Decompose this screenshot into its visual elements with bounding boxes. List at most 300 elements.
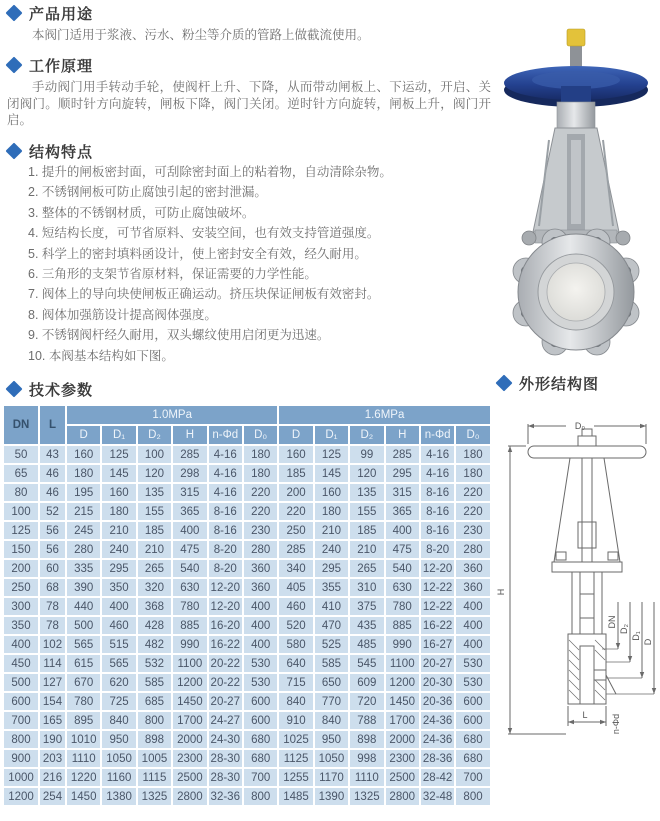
table-cell: 20-30	[421, 674, 454, 691]
table-cell: 715	[279, 674, 312, 691]
table-cell: 630	[386, 579, 419, 596]
table-cell: 1125	[279, 750, 312, 767]
column-sub-header: H	[173, 426, 206, 444]
table-cell: 200	[4, 560, 38, 577]
feature-item: 6. 三角形的支架节省原材料，保证需要的力学性能。	[28, 266, 317, 281]
table-cell: 28-42	[421, 769, 454, 786]
table-cell: 428	[138, 617, 171, 634]
table-cell: 1450	[67, 788, 100, 805]
table-cell: 400	[456, 617, 489, 634]
table-row	[4, 484, 490, 501]
table-cell: 1450	[173, 693, 206, 710]
table-cell: 900	[4, 750, 38, 767]
table-cell: 530	[456, 674, 489, 691]
column-sub-header: D	[67, 426, 100, 444]
dim-d0	[528, 421, 646, 444]
dim-nphid	[606, 675, 621, 734]
table-cell: 16-27	[421, 636, 454, 653]
table-cell: 220	[279, 503, 312, 520]
table-cell: 150	[4, 541, 38, 558]
table-cell: 180	[244, 446, 277, 463]
table-header	[4, 406, 490, 444]
table-cell: 520	[279, 617, 312, 634]
table-cell: 500	[67, 617, 100, 634]
table-cell: 350	[102, 579, 135, 596]
table-cell: 155	[138, 503, 171, 520]
column-sub-header: D₁	[315, 426, 348, 444]
table-cell: 265	[350, 560, 383, 577]
table-cell: 630	[173, 579, 206, 596]
table-row	[4, 655, 490, 672]
table-cell: 788	[350, 712, 383, 729]
table-cell: 1325	[138, 788, 171, 805]
feature-item: 8. 阀体加强筋设计提高阀体强度。	[28, 307, 217, 322]
svg-text:L: L	[582, 710, 588, 720]
table-cell: 16-22	[421, 617, 454, 634]
table-cell: 220	[456, 484, 489, 501]
column-sub-header: H	[386, 426, 419, 444]
table-row	[4, 465, 490, 482]
table-cell: 315	[386, 484, 419, 501]
table-cell: 50	[4, 446, 38, 463]
table-cell: 2000	[173, 731, 206, 748]
table-cell: 475	[173, 541, 206, 558]
table-cell: 840	[279, 693, 312, 710]
table-cell: 405	[279, 579, 312, 596]
table-cell: 500	[4, 674, 38, 691]
table-cell: 4-16	[209, 484, 242, 501]
table-cell: 102	[40, 636, 65, 653]
table-cell: 56	[40, 522, 65, 539]
table-cell: 400	[102, 598, 135, 615]
table-row	[4, 541, 490, 558]
table-row	[4, 674, 490, 691]
table-cell: 2800	[386, 788, 419, 805]
table-cell: 52	[40, 503, 65, 520]
section-heading-features	[8, 141, 93, 161]
table-cell: 530	[456, 655, 489, 672]
outline-drawing	[490, 394, 660, 750]
column-sub-header: n-Φd	[421, 426, 454, 444]
table-cell: 450	[4, 655, 38, 672]
table-cell: 485	[350, 636, 383, 653]
valve-photo	[497, 20, 660, 372]
table-cell: 540	[386, 560, 419, 577]
stem-nut-housing	[557, 102, 595, 128]
table-cell: 340	[279, 560, 312, 577]
table-cell: 154	[40, 693, 65, 710]
table-cell: 285	[279, 541, 312, 558]
table-cell: 127	[40, 674, 65, 691]
table-body	[4, 446, 490, 805]
table-cell: 400	[173, 522, 206, 539]
table-cell: 8-16	[209, 503, 242, 520]
section-heading-principle	[8, 55, 93, 75]
table-cell: 2300	[173, 750, 206, 767]
svg-text:D₂: D₂	[619, 624, 629, 634]
table-cell: 310	[350, 579, 383, 596]
table-cell: 1010	[67, 731, 100, 748]
table-cell: 135	[138, 484, 171, 501]
table-cell: 700	[244, 769, 277, 786]
table-cell: 620	[102, 674, 135, 691]
table-cell: 68	[40, 579, 65, 596]
table-cell: 565	[67, 636, 100, 653]
table-cell: 990	[173, 636, 206, 653]
table-cell: 125	[315, 446, 348, 463]
table-cell: 60	[40, 560, 65, 577]
table-cell: 265	[138, 560, 171, 577]
table-cell: 525	[315, 636, 348, 653]
dim-dn	[602, 602, 620, 649]
table-cell: 135	[350, 484, 383, 501]
table-cell: 32-48	[421, 788, 454, 805]
table-cell: 725	[102, 693, 135, 710]
feature-item: 7. 阀体上的导向块使闸板正确运动。挤压块保证闸板有效密封。	[28, 287, 380, 302]
table-cell: 185	[279, 465, 312, 482]
table-cell: 615	[67, 655, 100, 672]
table-cell: 2500	[386, 769, 419, 786]
table-cell: 600	[244, 712, 277, 729]
column-sub-header: n-Φd	[209, 426, 242, 444]
section-title-features: 结构特点	[29, 143, 94, 161]
table-cell: 230	[456, 522, 489, 539]
table-cell: 12-20	[421, 560, 454, 577]
table-cell: 840	[315, 712, 348, 729]
table-cell: 895	[67, 712, 100, 729]
table-cell: 220	[244, 503, 277, 520]
drawing-handwheel	[528, 429, 646, 458]
table-cell: 24-36	[421, 712, 454, 729]
table-cell: 800	[456, 788, 489, 805]
dim-d1	[606, 602, 644, 678]
table-cell: 8-16	[421, 503, 454, 520]
table-cell: 680	[244, 731, 277, 748]
table-cell: 540	[173, 560, 206, 577]
table-cell: 180	[456, 465, 489, 482]
yoke	[533, 128, 619, 232]
table-row	[4, 693, 490, 710]
body-bore	[547, 263, 605, 321]
feature-item: 5. 科学上的密封填料函设计，使上密封安全有效，经久耐用。	[28, 246, 367, 261]
table-cell: 2000	[386, 731, 419, 748]
table-cell: 780	[67, 693, 100, 710]
table-cell: 360	[244, 560, 277, 577]
table-cell: 360	[456, 579, 489, 596]
table-cell: 600	[456, 712, 489, 729]
table-cell: 532	[138, 655, 171, 672]
table-cell: 100	[4, 503, 38, 520]
table-cell: 885	[173, 617, 206, 634]
table-cell: 8-20	[209, 560, 242, 577]
table-cell: 482	[138, 636, 171, 653]
table-cell: 680	[244, 750, 277, 767]
diamond-icon	[6, 381, 23, 398]
table-cell: 280	[244, 541, 277, 558]
table-cell: 80	[4, 484, 38, 501]
table-cell: 885	[386, 617, 419, 634]
table-cell: 1200	[173, 674, 206, 691]
table-cell: 1700	[173, 712, 206, 729]
table-cell: 720	[350, 693, 383, 710]
svg-text:DN: DN	[607, 615, 617, 629]
table-cell: 360	[456, 560, 489, 577]
stem-cap	[567, 29, 585, 46]
svg-text:H: H	[496, 588, 506, 596]
section-heading-usage	[8, 3, 93, 23]
column-sub-header: D₀	[456, 426, 489, 444]
section-title-outline: 外形结构图	[519, 375, 600, 393]
table-cell: 350	[4, 617, 38, 634]
table-cell: 640	[279, 655, 312, 672]
table-row	[4, 598, 490, 615]
group-header-1.0mpa: 1.0MPa	[67, 406, 277, 424]
valve-body	[513, 229, 639, 355]
table-cell: 1255	[279, 769, 312, 786]
table-cell: 4-16	[209, 465, 242, 482]
table-cell: 1380	[102, 788, 135, 805]
table-cell: 160	[67, 446, 100, 463]
table-cell: 565	[102, 655, 135, 672]
table-cell: 250	[279, 522, 312, 539]
table-cell: 165	[40, 712, 65, 729]
table-cell: 700	[456, 769, 489, 786]
table-cell: 400	[4, 636, 38, 653]
table-cell: 375	[350, 598, 383, 615]
table-cell: 254	[40, 788, 65, 805]
column-sub-header: D₂	[350, 426, 383, 444]
valve-stem	[567, 29, 585, 68]
table-row	[4, 750, 490, 767]
table-cell: 1220	[67, 769, 100, 786]
table-cell: 780	[386, 598, 419, 615]
table-cell: 16-22	[209, 636, 242, 653]
table-cell: 1000	[4, 769, 38, 786]
table-cell: 840	[102, 712, 135, 729]
column-sub-header: D	[279, 426, 312, 444]
table-cell: 24-36	[421, 731, 454, 748]
table-cell: 1160	[102, 769, 135, 786]
section-heading-outline	[498, 373, 599, 393]
table-cell: 28-30	[209, 769, 242, 786]
table-cell: 295	[315, 560, 348, 577]
table-row	[4, 446, 490, 463]
dim-d2	[606, 602, 632, 662]
table-cell: 78	[40, 617, 65, 634]
table-cell: 8-20	[421, 541, 454, 558]
group-header-1.6mpa: 1.6MPa	[279, 406, 489, 424]
table-cell: 600	[244, 693, 277, 710]
table-cell: 185	[350, 522, 383, 539]
table-cell: 210	[315, 522, 348, 539]
diamond-icon	[6, 5, 23, 22]
table-cell: 240	[315, 541, 348, 558]
table-cell: 285	[386, 446, 419, 463]
table-cell: 300	[4, 598, 38, 615]
drawing-flange-body	[568, 634, 606, 704]
table-cell: 2500	[173, 769, 206, 786]
table-row	[4, 712, 490, 729]
table-cell: 315	[173, 484, 206, 501]
table-cell: 180	[67, 465, 100, 482]
table-cell: 1485	[279, 788, 312, 805]
table-row	[4, 503, 490, 520]
table-cell: 8-16	[209, 522, 242, 539]
table-cell: 220	[456, 503, 489, 520]
feature-item: 4. 短结构长度，可节省原料、安装空间，也有效支持管道强度。	[28, 226, 380, 241]
table-cell: 685	[138, 693, 171, 710]
table-cell: 56	[40, 541, 65, 558]
column-sub-header: D₀	[244, 426, 277, 444]
table-cell: 530	[244, 674, 277, 691]
table-cell: 650	[315, 674, 348, 691]
table-row	[4, 769, 490, 786]
table-cell: 16-20	[209, 617, 242, 634]
table-cell: 4-16	[421, 446, 454, 463]
table-cell: 100	[138, 446, 171, 463]
table-cell: 680	[456, 731, 489, 748]
table-cell: 950	[102, 731, 135, 748]
table-row	[4, 788, 490, 805]
table-row	[4, 731, 490, 748]
dim-l	[568, 706, 606, 726]
table-cell: 230	[244, 522, 277, 539]
svg-text:n-Φd: n-Φd	[611, 713, 621, 735]
table-cell: 114	[40, 655, 65, 672]
table-row	[4, 579, 490, 596]
table-cell: 46	[40, 484, 65, 501]
table-cell: 1325	[350, 788, 383, 805]
section-heading-parameters	[8, 379, 93, 399]
table-cell: 680	[456, 750, 489, 767]
table-row	[4, 560, 490, 577]
drawing-body-column	[572, 572, 602, 634]
table-cell: 990	[386, 636, 419, 653]
table-cell: 998	[350, 750, 383, 767]
feature-item: 10. 本阀基本结构如下图。	[28, 348, 174, 363]
table-cell: 43	[40, 446, 65, 463]
table-cell: 910	[279, 712, 312, 729]
table-cell: 580	[279, 636, 312, 653]
feature-list	[28, 162, 488, 366]
table-cell: 1110	[67, 750, 100, 767]
table-cell: 28-30	[209, 750, 242, 767]
table-cell: 600	[456, 693, 489, 710]
table-cell: 210	[138, 541, 171, 558]
table-cell: 400	[456, 636, 489, 653]
table-cell: 470	[315, 617, 348, 634]
table-cell: 216	[40, 769, 65, 786]
principle-paragraph: 手动阀门用手转动手轮，使阀杆上升、下降，从而带动闸板上、下运动，开启、关闭阀门。顺时针方向旋转，闸板下降，阀门关闭。逆时针方向旋转，闸板上升，阀门开启。	[7, 80, 491, 127]
table-cell: 670	[67, 674, 100, 691]
section-title-usage: 产品用途	[29, 5, 94, 23]
table-cell: 4-16	[209, 446, 242, 463]
table-cell: 335	[67, 560, 100, 577]
table-cell: 65	[4, 465, 38, 482]
table-cell: 1100	[386, 655, 419, 672]
table-cell: 203	[40, 750, 65, 767]
table-cell: 24-30	[209, 731, 242, 748]
table-cell: 220	[244, 484, 277, 501]
table-cell: 12-22	[421, 579, 454, 596]
table-cell: 280	[456, 541, 489, 558]
table-cell: 320	[138, 579, 171, 596]
table-cell: 1110	[350, 769, 383, 786]
table-cell: 1200	[4, 788, 38, 805]
table-cell: 24-27	[209, 712, 242, 729]
parameter-table	[2, 404, 492, 807]
table-cell: 145	[102, 465, 135, 482]
table-cell: 770	[315, 693, 348, 710]
table-cell: 20-27	[421, 655, 454, 672]
table-cell: 460	[279, 598, 312, 615]
table-cell: 185	[138, 522, 171, 539]
table-cell: 28-36	[421, 750, 454, 767]
table-cell: 145	[315, 465, 348, 482]
table-cell: 898	[350, 731, 383, 748]
table-cell: 46	[40, 465, 65, 482]
table-cell: 400	[244, 598, 277, 615]
table-cell: 1115	[138, 769, 171, 786]
table-cell: 210	[350, 541, 383, 558]
feature-item: 1. 提升的闸板密封面，可刮除密封面上的粘着物，自动清除杂物。	[28, 165, 392, 179]
table-cell: 1050	[315, 750, 348, 767]
table-cell: 120	[350, 465, 383, 482]
table-cell: 78	[40, 598, 65, 615]
feature-item: 9. 不锈钢阀杆经久耐用，双头螺纹使用启闭更为迅速。	[28, 328, 330, 343]
table-cell: 215	[67, 503, 100, 520]
table-row	[4, 522, 490, 539]
table-row	[4, 617, 490, 634]
table-cell: 600	[4, 693, 38, 710]
table-cell: 200	[279, 484, 312, 501]
table-cell: 285	[173, 446, 206, 463]
table-cell: 700	[4, 712, 38, 729]
table-cell: 1100	[173, 655, 206, 672]
table-cell: 298	[173, 465, 206, 482]
table-cell: 368	[138, 598, 171, 615]
table-cell: 1700	[386, 712, 419, 729]
table-cell: 240	[102, 541, 135, 558]
table-cell: 410	[315, 598, 348, 615]
table-row	[4, 636, 490, 653]
table-cell: 12-22	[421, 598, 454, 615]
table-cell: 20-22	[209, 655, 242, 672]
table-cell: 120	[138, 465, 171, 482]
feature-item: 3. 整体的不锈钢材质，可防止腐蚀破坏。	[28, 205, 255, 220]
table-cell: 8-16	[421, 484, 454, 501]
table-cell: 125	[102, 446, 135, 463]
table-cell: 295	[102, 560, 135, 577]
table-cell: 800	[244, 788, 277, 805]
table-cell: 2800	[173, 788, 206, 805]
table-cell: 355	[315, 579, 348, 596]
table-cell: 20-27	[209, 693, 242, 710]
table-cell: 400	[456, 598, 489, 615]
section-title-principle: 工作原理	[29, 57, 94, 75]
table-cell: 8-20	[209, 541, 242, 558]
dim-h	[496, 446, 566, 734]
table-cell: 8-16	[421, 522, 454, 539]
table-cell: 180	[102, 503, 135, 520]
diamond-icon	[496, 375, 513, 392]
table-cell: 1450	[386, 693, 419, 710]
table-cell: 1200	[386, 674, 419, 691]
table-cell: 585	[138, 674, 171, 691]
table-cell: 585	[315, 655, 348, 672]
table-cell: 4-16	[421, 465, 454, 482]
table-cell: 780	[173, 598, 206, 615]
